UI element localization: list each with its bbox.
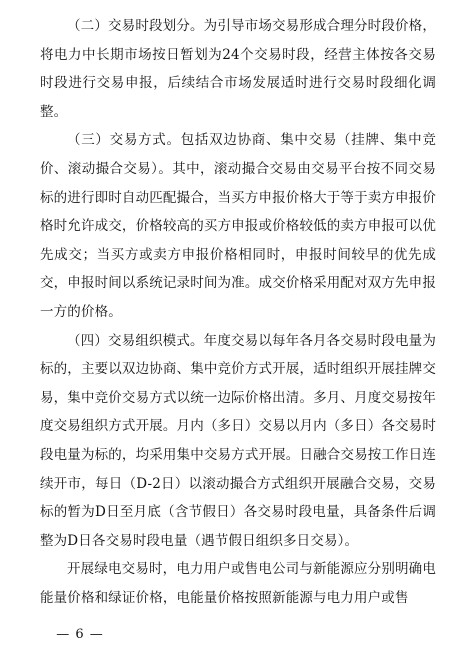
page-number: — 6 — — [56, 627, 104, 642]
document-body — [40, 12, 436, 612]
paragraph-trading-methods: （三）交易方式。包括双边协商、集中交易（挂牌、集中竞价、滚动撮合交易）。其中，滚动撮合交易由交易平台按不同交易标的进行即时自动匹配撮合，当买方申报价格大于等于卖方申报价格时允许成交，价格较高的买方申报或价格较低的卖方申报可以优先成交；当买方或卖方申报价格相同时，申报时间较早的优先成交，申报时间以系统记录时间为准。成交价格采用配对双方先申报一方的价格。 — [40, 132, 436, 320]
paragraph-trading-organization-mode: （四）交易组织模式。年度交易以每年各月各交易时段电量为标的，主要以双边协商、集中竞价方式开展，适时组织开展挂牌交易，集中竞价交易方式以统一边际价格出清。多月、月度交易按年度交易组织方式开展。月内（多日）交易以月内（多日）各交易时段电量为标的，均采用集中交易方式开展。日融合交易按工作日连续开市，每日（D-2日）以滚动撮合方式组织开展融合交易，交易标的暂为D日至月底（含节假日）各交易时段电量，具备条件后调整为D日各交易时段电量（遇节假日组织多日交易）。 — [40, 332, 436, 549]
paragraph-trading-period-division: （二）交易时段划分。为引导市场交易形成合理分时段价格，将电力中长期市场按日暂划为24个交易时段，经营主体按各交易时段进行交易申报，后续结合市场发展适时进行交易时段细化调整。 — [40, 18, 436, 120]
paragraph-green-power-trading: 开展绿电交易时，电力用户或售电公司与新能源应分别明确电能量价格和绿证价格，电能量价格按照新能源与电力用户或售 — [40, 561, 436, 606]
